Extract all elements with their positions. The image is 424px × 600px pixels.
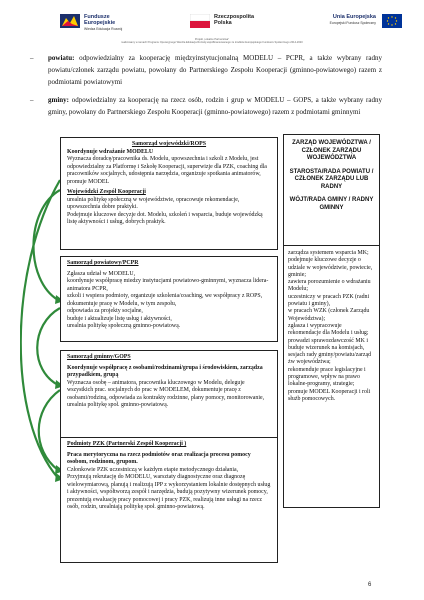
right-panel-head-wojewodztwo: ZARZĄD WOJEWÓDZTWA / CZŁONEK ZARZĄDU WOJEWÓDZTWA <box>292 140 371 161</box>
eu-flag-icon <box>382 14 402 28</box>
right-panel-header <box>283 134 380 246</box>
page-number: 6 <box>368 582 372 588</box>
fe-logo-icon <box>60 14 80 28</box>
box-title: Samorząd wojewódzki/ROPS <box>131 141 207 147</box>
bullet-text: odpowiedzialny za kooperację na rzecz osób, rodzin i grup w MODELU – GOPS, a także wybrany radny gminy, powołany do Partnerskiego Zespołu Kooperacji (gminno-powiatowego) razem z podmiotami gminnymi <box>48 95 382 116</box>
box-title: Samorząd powiatowy/PCPR <box>67 260 139 266</box>
right-panel-body: zarządza systemem wsparcia MK; podejmuje kluczowe decyzje o udziale w województwie, powiecie, gminie; zawiera porozumienie o wdrażaniu Modelu; uczestniczy w pracach PZK (radni powiatu i gminy), w pracach WZK (członek Zarządu Województwa); zgłasza i wypracowuje rekomendacje dla Modelu i usług; prowadzi sprawozdawczość MK i buduje wizerunek na komisjach, sesjach rady gminy/powiatu/zarząd żw województwa; rekomenduje prace legislacyjne i programowe, wpływ na prawo lokalne-programy, strategie; promuje MODEL Kooperacji i roli służb pomocowych. <box>283 246 380 508</box>
bullet-dash: – <box>30 54 34 62</box>
box-samorzad-wojewodzki <box>60 137 278 250</box>
box-text: Wyznacza osobę – animatora, pracownika kluczowego w Modelu, deleguje wszystkich prac. socjalnych do prac w MODELEM, dokumentuje pracę z osobami/rodziną, odpowiada za kontrakty rodzinne, plany pomocy, monitorowanie, urealnia politykę społ. gminno-powiatową. <box>67 379 265 408</box>
box-title-2: Wojewódzki Zespół Kooperacji <box>67 189 146 195</box>
box-title: Podmioty PZK (Partnerski Zespół Kooperacji ) <box>67 441 187 447</box>
fundusze-europejskie-logo <box>60 12 155 34</box>
right-panel-head-gmina: WÓJT/RADA GMINY / RADNY GMINNY <box>289 197 374 211</box>
header-project-note <box>40 38 384 44</box>
fe-logo-line1: Fundusze <box>84 14 110 20</box>
arrow-gmin-pzk <box>39 390 60 470</box>
bullet-gmina <box>30 94 382 118</box>
box-title: Samorząd gminny/GOPS <box>67 354 131 360</box>
right-panel-head-powiat: STAROSTA/RADA POWIATU / CZŁONEK ZARZĄDU LUB RADNY <box>289 168 374 190</box>
bullet-term: powiatu: <box>48 54 75 62</box>
box-text-2: urealnia politykę społeczną w województwie, opracowuje rekomendacje, upowszechnia dobre praktyki. Podejmuje kluczowe decyzje dot. Modelu, szkoleń i wsparcia, buduje wojewódzką listę aktywności i usług, dobrych praktyk. <box>67 196 263 225</box>
bullet-dash: – <box>30 95 34 104</box>
bullet-text: odpowiedzialny za kooperację międzyinstytucjonalną MODELU – PCPR, a także wybrany radny powiatu/członek zarządu powiatu, powołany do Partnerskiego Zespołu Kooperacji (gminno-powiatowego) razem z podmiotami powiatowymi <box>48 54 382 87</box>
bullet-list <box>30 52 382 118</box>
arrow-pow-gmin <box>37 308 60 385</box>
ue-logo-line1: Unia Europejska <box>332 14 376 20</box>
box-samorzad-gminny <box>60 350 278 438</box>
rzeczpospolita-polska-logo <box>190 12 262 34</box>
box-subtitle: Praca merytoryczna na rzecz podmiotów oraz realizacja procesu pomocy osobom, rodzinom, grupom. <box>67 451 251 465</box>
fe-logo-sub: Wiedza Edukacja Rozwój <box>84 27 123 31</box>
box-text: Wyznacza doradcę/pracownika ds. Modelu, upowszechnia i szkoli z Modelu, jest odpowiedzialny za Platformę i Szkołę Kooperacji, superwizje dla PZK, coaching dla pracowników socjalnych, udostępnia narzędzia, organizuje spotkania animatorów, promuje MODEL <box>67 156 267 185</box>
box-subtitle: Koordynuje wdrażanie MODELU <box>67 148 154 155</box>
polish-flag-icon <box>190 14 210 28</box>
box-podmioty-pzk <box>60 437 278 563</box>
box-subtitle: Koordynuje współpracę z osobami/rodzinami/grupa i środowiskiem, zarządza przypadkiem, grupą <box>67 364 263 378</box>
fe-logo-line2: Europejskie <box>84 20 116 26</box>
bullet-term: gminy: <box>48 95 69 104</box>
box-text: Członkowie PZK uczestniczą w każdym etapie metodycznego działania, Przyjmują rekrutację do MODELU, warsztaty diagnostyczne oraz diagnozę wielowymiarową, planują i realizują IPP z wykorzystaniem lokalnie dostępnych usług i aktywności, współtworzą zespół i narzędzia, budują pozytywny wizerunek pomocy, prezentują ewaluację pracy pomocowej i pracy PZK, realizują inne usługi na rzecz osób, rodzin, urealniają politykę społ. gminno-powiatową. <box>67 466 271 510</box>
right-panel <box>283 134 380 508</box>
page-header <box>30 8 394 38</box>
unia-europejska-logo <box>292 12 402 34</box>
bullet-powiat <box>30 52 382 89</box>
box-text: Zgłasza udział w MODELU, koordynuje współpracę miedzy instytucjami powiatowo-gminnymi, wyznacza lidera-animatora PCPR, szkoli i wspiera podmioty, organizuje szkolenia/coaching, we współpracy z ROPS, dokumentuje pracę w Modelu, w tym zespołu, odpowiada za projekty socjalne, buduje i aktualizuje listę usług i aktywności, urealnia politykę społeczną gminno-powiatową. <box>67 270 269 329</box>
header-note-line1: Projekt „Lokalne Partnerstwa” <box>194 38 230 41</box>
ue-logo-line2: Europejski Fundusz Społeczny <box>329 21 376 25</box>
rp-logo-line1: Rzeczpospolita <box>214 14 255 20</box>
header-note-line2: realizowany w ramach Programu Operacyjnego Wiedza Edukacja Rozwój współfinansowanego ze środków Europejskiego Funduszu Społecznego 2014-2020 <box>121 41 303 45</box>
rp-logo-line2: Polska <box>214 20 232 26</box>
box-samorzad-powiatowy <box>60 256 278 342</box>
